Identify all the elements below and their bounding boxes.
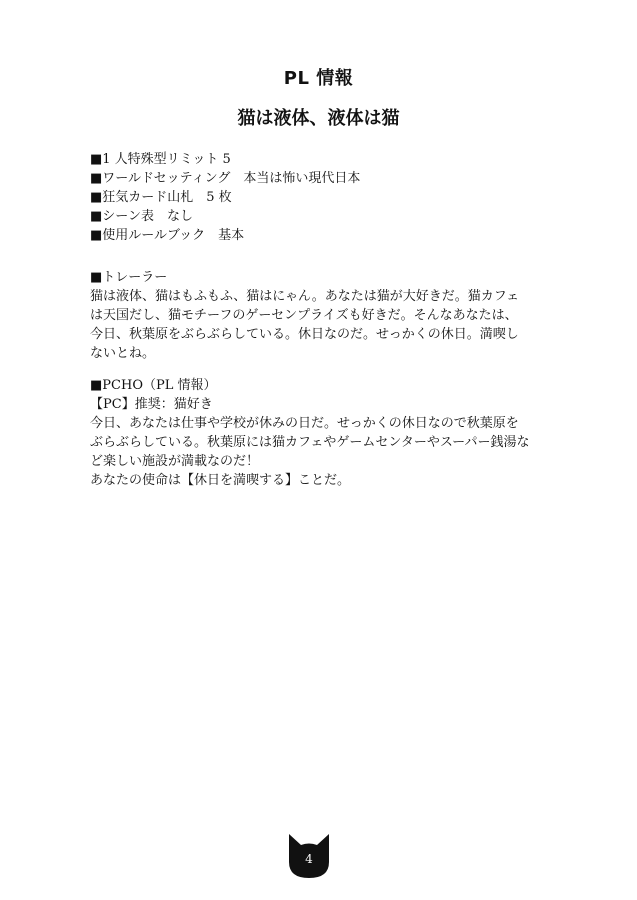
page-number-badge [286,832,332,880]
setting-item-limit: ■1 人特殊型リミット 5 [90,152,231,167]
setting-item-world: ■ワールドセッティング 本当は怖い現代日本 [90,171,361,186]
pcho-mission: あなたの使命は【休日を満喫する】ことだ。 [90,473,351,488]
settings-list [90,150,530,245]
pcho-body: 今日、あなたは仕事や学校が休みの日だ。せっかくの休日なので秋葉原をぶらぶらしている。秋葉原には猫カフェやゲームセンターやスーパー銭湯など楽しい施設が満載なのだ！ [90,416,530,469]
trailer-body: 猫は液体、猫はもふもふ、猫はにゃん。あなたは猫が大好きだ。猫カフェは天国だし、猫モチーフのゲーセンプライズも好きだ。そんなあなたは、今日、秋葉原をぶらぶらしている。休日なのだ。せっかくの休日。満喫しないとね。 [90,289,520,361]
setting-item-madness-deck: ■狂気カード山札 5 枚 [90,190,232,205]
page-number: 4 [305,852,313,866]
setting-item-scene-table: ■シーン表 なし [90,209,194,224]
trailer-heading: ■トレーラー [90,270,168,285]
setting-item-rulebook: ■使用ルールブック 基本 [90,228,245,243]
pcho-heading: ■PCHO（PL 情報） [90,378,217,393]
pcho-section [90,376,530,490]
scenario-title: 猫は液体、液体は猫 [237,108,400,129]
pcho-pc-line: 【PC】推奨：猫好き [90,397,213,412]
section-title: PL 情報 [283,68,354,89]
trailer-section [90,268,530,363]
